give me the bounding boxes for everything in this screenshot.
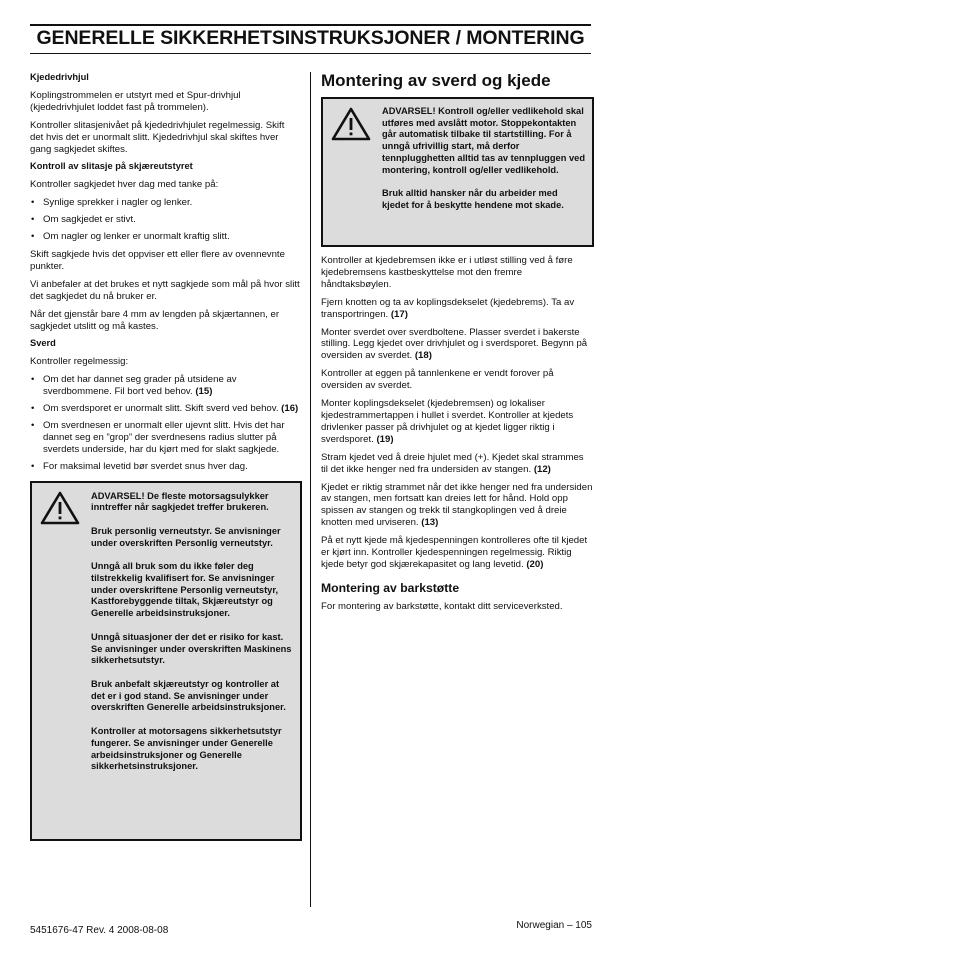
- page-title: GENERELLE SIKKERHETSINSTRUKSJONER / MONTERING: [36, 27, 585, 49]
- warning-text: ADVARSEL! Kontroll og/eller vedlikehold skal utføres med avslått motor. Stoppekontakten går automatisk tilbake til startstilling. For å unngå ufrivillig start, må derfor tennplugghetten alltid tas av tennpluggen ved montering, kontroll og/eller vedlikehold.: [382, 106, 585, 175]
- paragraph-text: På et nytt kjede må kjedespenningen kontrolleres ofte til kjedet er kjørt inn. Kontroller kjedespenningen regelmessig. Riktig kjede betyr god skjærekapasitet og lang levetid.: [321, 535, 588, 570]
- figure-ref: (15): [195, 386, 213, 398]
- warning-text: ADVARSEL! De fleste motorsagsulykker inntreffer når sagkjedet treffer brukeren.: [91, 490, 269, 513]
- paragraph: Kontroller slitasjenivået på kjededrivhjulet regelmessig. Skift det hvis det er unormalt slitt. Kjededrivhjul skal skiftes hver gang sagkjedet skiftes.: [30, 119, 285, 155]
- list-item: • Synlige sprekker i nagler og lenker.: [30, 197, 300, 209]
- figure-ref: (19): [376, 433, 394, 445]
- section-heading: Montering av sverd og kjede: [321, 71, 551, 90]
- list-item: • Om sverdnesen er unormalt eller ujevnt slitt. Hvis det har dannet seg en ”grop” der sverdnesens radius slutter på sverdets underside, har du kjørt med for slakt sagkjede.: [30, 420, 300, 456]
- paragraph-text: Monter koplingsdekselet (kjedebremsen) og lokaliser kjedestrammertappen i hullet i sverdet. Kontroller at kjedets drivlenker passer på drivhjulet og at kjedet ligger riktig i sverdsporet.: [321, 398, 574, 445]
- bullet-list: [30, 374, 300, 472]
- figure-ref: (17): [390, 308, 408, 320]
- warning-text: Bruk personlig verneutstyr. Se anvisninger under overskriften Personlig verneutstyr.: [91, 525, 281, 548]
- paragraph: Når det gjenstår bare 4 mm av lengden på skjærtannen, er sagkjedet utslitt og må kastes.: [30, 308, 280, 332]
- list-item-text: Om det har dannet seg grader på utsidene av sverdbommene. Fil bort ved behov.: [43, 374, 237, 398]
- figure-ref: (16): [281, 403, 299, 415]
- paragraph: Koplingstrommelen er utstyrt med et Spur-drivhjul (kjededrivhjulet loddet fast på trommelen).: [30, 89, 241, 113]
- list-item: [30, 374, 300, 398]
- warning-text: Kontroller at motorsagens sikkerhetsutstyr fungerer. Se anvisninger under Generelle arbeidsinstruksjoner og Generelle sikkerhetsinstruksjoner.: [91, 726, 282, 772]
- paragraph: [321, 327, 593, 363]
- warning-box: [30, 481, 302, 841]
- paragraph: Kontroller sagkjedet hver dag med tanke på:: [30, 179, 219, 191]
- warning-box: [321, 97, 594, 247]
- figure-ref: (12): [533, 463, 551, 475]
- paragraph-text: Monter sverdet over sverdboltene. Plasser sverdet i bakerste stilling. Legg kjedet over drivhjulet og i sverdsporet. Begynn på oversiden av sverdet.: [321, 326, 588, 362]
- paragraph: [321, 297, 593, 321]
- paragraph-text: Kjedet er riktig strammet når det ikke henger ned fra undersiden av stangen, men fortsatt kan dreies lett for hånd. Hold opp spissen av stangen og trekk til stangkoplingen ved å dreie knotten med urviseren.: [321, 481, 593, 529]
- footer-page-number: Norwegian – 105: [516, 920, 592, 931]
- figure-ref: (20): [526, 558, 544, 570]
- list-item: • Om nagler og lenker er unormalt kraftig slitt.: [30, 231, 300, 243]
- section-title-slitasje: Kontroll av slitasje på skjæreutstyret: [30, 161, 193, 172]
- warning-triangle-icon: [40, 491, 80, 525]
- warning-text: Unngå all bruk som du ikke føler deg tilstrekkelig kvalifisert for. Se anvisninger under overskriftene Personlig verneutstyr, Kastforebyggende tiltak, Skjæreutstyr og Generelle arbeidsinstruksjoner.: [91, 561, 279, 619]
- paragraph: [321, 482, 593, 530]
- figure-ref: (18): [414, 350, 432, 362]
- paragraph-text: Stram kjedet ved å dreie hjulet med (+). Kjedet skal strammes til det ikke henger ned fra undersiden av stangen.: [321, 451, 584, 475]
- section-title-kjededrivhjul: Kjededrivhjul: [30, 72, 89, 82]
- figure-ref: (13): [421, 517, 439, 529]
- warning-text: Bruk anbefalt skjæreutstyr og kontroller at det er i god stand. Se anvisninger under overskriften Generelle arbeidsinstruksjoner.: [91, 679, 286, 713]
- section-title-sverd: Sverd: [30, 338, 56, 349]
- paragraph: [321, 398, 593, 446]
- paragraph: Vi anbefaler at det brukes et nytt sagkjede som mål på hvor slitt det sagkjedet du nå bruker er.: [30, 278, 300, 302]
- header-rule-bottom: [30, 53, 591, 54]
- paragraph: Kontroller at eggen på tannlenkene er vendt forover på oversiden av sverdet.: [321, 368, 554, 392]
- warning-triangle-icon: [331, 107, 371, 141]
- paragraph: [321, 535, 593, 571]
- footer-doc-id: 5451676-47 Rev. 4 2008-08-08: [30, 925, 169, 936]
- right-column: [321, 71, 593, 619]
- warning-text: Bruk alltid hansker når du arbeider med kjedet for å beskytte hendene mot skade.: [382, 188, 564, 210]
- bullet-list: [30, 197, 300, 243]
- header-rule-top: [30, 24, 591, 26]
- left-column: [30, 72, 300, 841]
- list-item: [30, 403, 300, 415]
- paragraph: For montering av barkstøtte, kontakt ditt serviceverksted.: [321, 600, 563, 612]
- list-item: • For maksimal levetid bør sverdet snus hver dag.: [30, 461, 300, 473]
- paragraph: Skift sagkjede hvis det oppviser ett eller flere av ovennevnte punkter.: [30, 248, 285, 272]
- paragraph: [321, 452, 593, 476]
- list-item: • Om sagkjedet er stivt.: [30, 214, 300, 226]
- column-divider: [310, 72, 311, 907]
- paragraph: Kontroller at kjedebremsen ikke er i utløst stilling ved å føre kjedebremsens kastbeskyttelse mot den fremre håndtaksbøylen.: [321, 255, 573, 290]
- warning-text: Unngå situasjoner der det er risiko for kast. Se anvisninger under overskriften Maskinens sikkerhetsutstyr.: [91, 631, 292, 666]
- paragraph-text: Fjern knotten og ta av koplingsdekselet (kjedebrems). Ta av transportringen.: [321, 296, 575, 320]
- paragraph: Kontroller regelmessig:: [30, 356, 129, 368]
- list-item-text: Om sverdsporet er unormalt slitt. Skift sverd ved behov.: [43, 403, 282, 415]
- subsection-heading: Montering av barkstøtte: [321, 580, 460, 595]
